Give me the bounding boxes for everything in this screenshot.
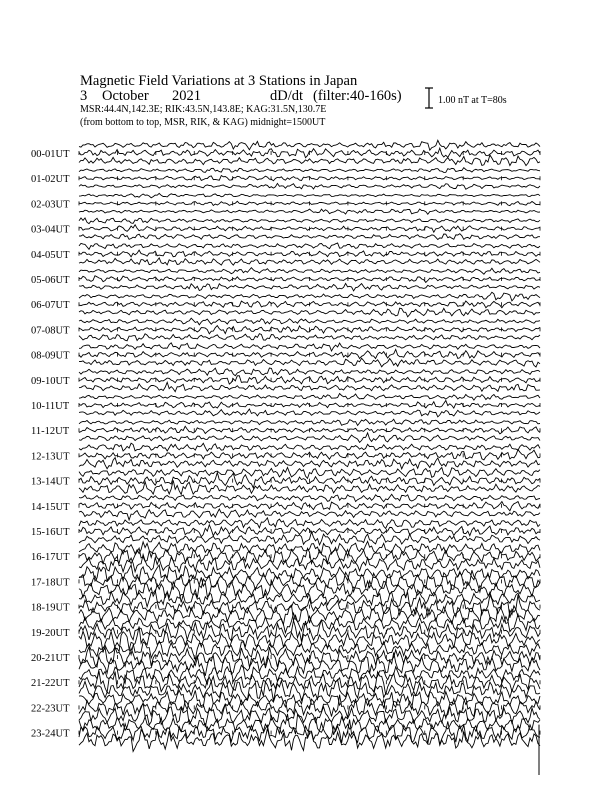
trace-kag	[79, 168, 540, 173]
hour-label: 02-03UT	[31, 199, 70, 211]
trace-kag	[79, 494, 540, 501]
hour-label: 23-24UT	[31, 728, 70, 740]
chart-title: Magnetic Field Variations at 3 Stations in Japan	[80, 73, 358, 89]
trace-kag	[79, 193, 540, 197]
hour-label: 16-17UT	[31, 552, 70, 564]
hour-label: 13-14UT	[31, 476, 70, 488]
hour-label: 08-09UT	[31, 350, 70, 362]
filter-label: (filter:40-160s)	[313, 88, 402, 104]
trace-msr	[79, 458, 540, 469]
hour-label: 11-12UT	[31, 426, 70, 438]
trace-msr	[79, 382, 540, 391]
trace-kag	[79, 243, 540, 249]
hour-labels	[31, 149, 70, 740]
trace-kag	[79, 467, 540, 478]
date-day: 3	[80, 88, 88, 104]
trace-kag	[79, 218, 540, 224]
trace-msr	[79, 155, 540, 166]
date-month: October	[102, 88, 149, 104]
hour-label: 18-19UT	[31, 602, 70, 614]
trace-msr	[79, 258, 540, 265]
hour-label: 01-02UT	[31, 174, 70, 186]
hour-label: 21-22UT	[31, 678, 70, 690]
trace-msr	[79, 409, 540, 417]
hour-label: 14-15UT	[31, 501, 70, 513]
hour-label: 09-10UT	[31, 375, 70, 387]
quantity-label: dD/dt	[270, 88, 304, 104]
hour-label: 19-20UT	[31, 627, 70, 639]
hour-label: 12-13UT	[31, 451, 70, 463]
trace-kag	[79, 268, 540, 275]
hour-label: 05-06UT	[31, 275, 70, 286]
trace-msr	[79, 358, 540, 367]
trace-kag	[79, 292, 540, 301]
hour-label: 17-18UT	[31, 577, 70, 589]
trace-msr	[79, 334, 540, 341]
scale-bar	[425, 88, 433, 108]
trace-msr	[79, 209, 540, 214]
stations-coordinates: MSR:44.4N,142.3E; RIK:43.5N,143.8E; KAG:31.5N,130.7E	[80, 104, 327, 115]
trace-kag	[79, 140, 540, 150]
trace-msr	[79, 183, 540, 189]
hour-label: 22-23UT	[31, 703, 70, 715]
trace-msr	[79, 308, 540, 317]
trace-msr	[79, 433, 540, 443]
trace-kag	[79, 343, 540, 351]
trace-msr	[79, 509, 540, 520]
traces	[79, 140, 540, 775]
tick-marks	[79, 151, 540, 735]
trace-kag	[79, 518, 540, 529]
trace-kag	[79, 394, 540, 401]
hour-label: 07-08UT	[31, 325, 70, 337]
stacking-order-note: (from bottom to top, MSR, RIK, & KAG) midnight=1500UT	[80, 117, 326, 128]
scale-bar-label: 1.00 nT at T=80s	[438, 95, 507, 106]
trace-msr	[79, 283, 540, 291]
hour-label: 10-11UT	[31, 401, 70, 412]
hour-label: 06-07UT	[31, 300, 70, 312]
hour-label: 00-01UT	[31, 149, 70, 160]
trace-msr	[79, 234, 540, 240]
date-year: 2021	[172, 88, 201, 104]
hour-label: 20-21UT	[31, 653, 70, 664]
trace-kag	[79, 368, 540, 376]
hour-label: 03-04UT	[31, 224, 70, 236]
trace-kag	[79, 419, 540, 425]
trace-kag	[79, 443, 540, 451]
trace-kag	[79, 318, 540, 325]
hour-label: 04-05UT	[31, 249, 70, 261]
hour-label: 15-16UT	[31, 527, 70, 538]
